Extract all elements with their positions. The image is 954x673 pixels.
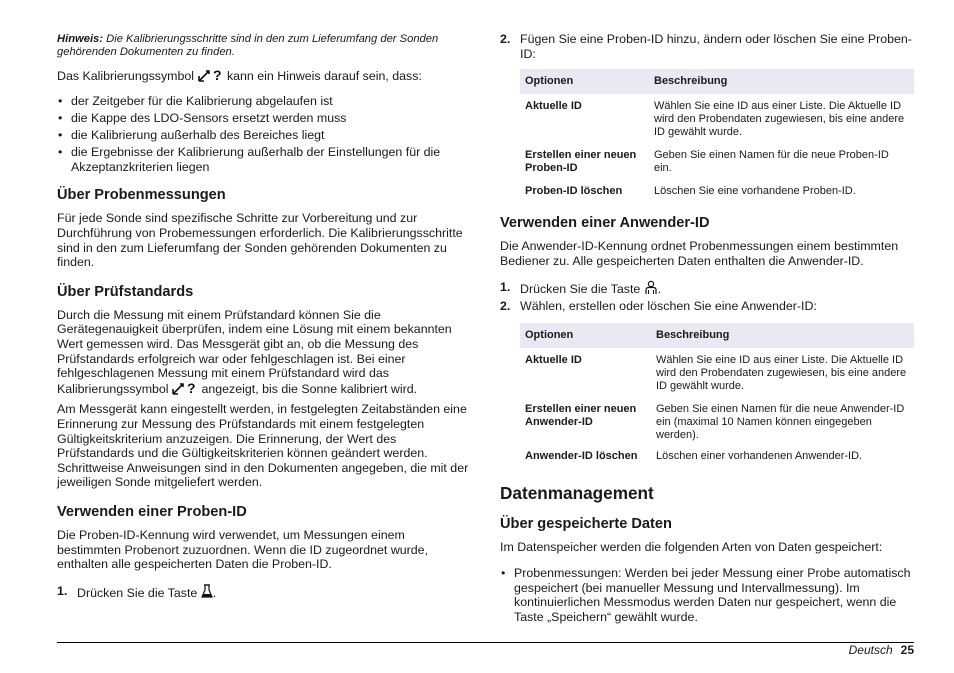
section-heading-check-standards: Über Prüfstandards bbox=[57, 283, 194, 300]
calibration-intro bbox=[57, 68, 469, 84]
sample-id-steps bbox=[57, 584, 469, 601]
list-item bbox=[500, 299, 914, 314]
stored-data-text: Im Datenspeicher werden die folgenden Arten von Daten gespeichert: bbox=[500, 539, 883, 554]
step-text: Fügen Sie eine Proben-ID hinzu, ändern oder löschen Sie eine Proben-ID: bbox=[520, 32, 912, 61]
table-cell-option: Aktuelle ID bbox=[525, 100, 582, 113]
check-standards-text-after: angezeigt, bis die Sonne kalibriert wird. bbox=[201, 381, 418, 396]
calibration-icon bbox=[172, 381, 198, 395]
calibration-intro-text: Das Kalibrierungssymbol bbox=[57, 69, 195, 84]
footer-divider bbox=[57, 642, 914, 643]
list-item bbox=[57, 584, 469, 601]
footer-language: Deutsch bbox=[848, 643, 893, 657]
check-standards-text-part: Durch die Messung mit einem Prüfstandard können Sie die Gerätegenauigkeit überprüfen, indem eine Lösung mit einem bekannten Wert gemessen wird. Das Messgerät gibt an, ob die Messung des Prüfstandards erfolgreich war oder fehlgeschlagen ist. Bei einer fehlgeschlagenen Messung mit einem Prüfstandard wird das Kalibrierungssymbol bbox=[57, 307, 452, 396]
table-row bbox=[520, 94, 914, 139]
step-end: . bbox=[657, 282, 662, 297]
section-heading-sample-id: Verwenden einer Proben-ID bbox=[57, 503, 247, 520]
step-number: 1. bbox=[500, 280, 511, 295]
right-column bbox=[500, 32, 914, 625]
section-heading-stored-data: Über gespeicherte Daten bbox=[500, 515, 672, 532]
step-number: 2. bbox=[500, 298, 511, 313]
table-cell-description: Wählen Sie eine ID aus einer Liste. Die Aktuelle ID wird den Probendaten zugewiesen, bis eine andere ID gewählt wurde. bbox=[656, 353, 907, 392]
table-row bbox=[520, 175, 914, 198]
step-text: Drücken Sie die Taste bbox=[520, 282, 641, 297]
list-item: • der Zeitgeber für die Kalibrierung abgelaufen ist bbox=[57, 94, 469, 109]
step-text: Drücken Sie die Taste bbox=[77, 585, 198, 600]
list-item bbox=[500, 280, 914, 297]
table-header: Optionen bbox=[520, 323, 651, 348]
table-cell-option: Aktuelle ID bbox=[525, 353, 582, 366]
step-text: Wählen, erstellen oder löschen Sie eine Anwender-ID: bbox=[520, 298, 817, 313]
list-item: • die Kalibrierung außerhalb des Bereiches liegt bbox=[57, 128, 469, 143]
left-column bbox=[57, 32, 469, 600]
list-item: • die Ergebnisse der Kalibrierung außerhalb der Einstellungen für die Akzeptanzkriterien liegen bbox=[57, 145, 469, 174]
table-header-row bbox=[520, 323, 914, 348]
check-standards-text bbox=[57, 308, 469, 397]
note-text: Die Kalibrierungsschritte sind in den zum Lieferumfang der Sonden gehörenden Dokumenten zu finden. bbox=[57, 33, 439, 59]
stored-data-bullet-list bbox=[500, 566, 914, 624]
table-header-row bbox=[520, 69, 914, 94]
sample-id-key-icon bbox=[201, 584, 213, 599]
table-cell-description: Geben Sie einen Namen für die neue Anwender-ID ein (maximal 10 Namen können eingegeben werden). bbox=[656, 402, 905, 441]
section-heading-operator-id: Verwenden einer Anwender-ID bbox=[500, 215, 710, 232]
sample-id-text: Die Proben-ID-Kennung wird verwendet, um Messungen einem bestimmten Probenort zuzuordnen. Wenn die ID zugeordnet wurde, enthalten alle gespeicherten Daten die Proben-ID. bbox=[57, 527, 429, 572]
table-cell-description: Wählen Sie eine ID aus einer Liste. Die Aktuelle ID wird den Probendaten zugewiesen, bis eine andere ID gewählt wurde. bbox=[654, 100, 905, 139]
calibration-bullet-list bbox=[57, 94, 469, 174]
sample-id-options-table bbox=[520, 69, 914, 198]
calibration-intro-after: kann ein Hinweis darauf sein, dass: bbox=[226, 69, 422, 84]
calibration-icon bbox=[198, 68, 224, 82]
table-header: Optionen bbox=[520, 69, 649, 94]
table-row bbox=[520, 442, 914, 463]
table-row bbox=[520, 348, 914, 393]
table-cell-option: Erstellen einer neuen Proben-ID bbox=[525, 149, 637, 175]
section-heading-data-management: Datenmanagement bbox=[500, 482, 654, 503]
section-heading-probe-measurements: Über Probenmessungen bbox=[57, 187, 226, 204]
probe-measurements-text: Für jede Sonde sind spezifische Schritte zur Vorbereitung und zur Durchführung von Probemessungen erforderlich. Die Kalibrierungsschritte sind in den zum Lieferumfang der Sonden gehörenden Dokumenten zu finden. bbox=[57, 211, 463, 270]
step-number: 1. bbox=[57, 583, 68, 598]
table-row bbox=[520, 393, 914, 442]
list-item: • Probenmessungen: Werden bei jeder Messung einer Probe automatisch gespeichert (bei manueller Messung und Intervallmessung). Im kontinuierlichen Messmodus werden Daten nur gespeichert, wenn die Taste „Speichern“ gewählt wurde. bbox=[500, 566, 914, 624]
svg-text:?: ? bbox=[187, 380, 196, 395]
operator-id-key-icon bbox=[644, 280, 658, 295]
sample-id-steps-continued bbox=[500, 32, 914, 61]
operator-id-options-table bbox=[520, 323, 914, 463]
table-header: Beschreibung bbox=[649, 69, 914, 94]
note bbox=[57, 33, 469, 59]
table-cell-description: Löschen einer vorhandenen Anwender-ID. bbox=[656, 449, 863, 462]
check-standards-reminder-text: Am Messgerät kann eingestellt werden, in festgelegten Zeitabständen eine Erinnerung zur Messung des Prüfstandards mit einem festgelegten Gültigkeitskriterium anzuzeigen. Die Erinnerung, der Wert des Prüfstandards und die Gültigkeitskriterien können geändert werden. Schrittweise Anweisungen sind in den Dokumenten angegeben, die mit der jeweiligen Sonde mitgeliefert werden. bbox=[57, 402, 469, 490]
step-number: 2. bbox=[500, 32, 511, 46]
table-cell-description: Geben Sie einen Namen für die neue Proben-ID ein. bbox=[654, 149, 889, 175]
note-label: Hinweis: bbox=[57, 33, 104, 45]
table-cell-option: Proben-ID löschen bbox=[525, 185, 623, 198]
table-row bbox=[520, 139, 914, 175]
table-header: Beschreibung bbox=[651, 323, 914, 348]
step-end: . bbox=[212, 585, 217, 600]
list-item: • die Kappe des LDO-Sensors ersetzt werden muss bbox=[57, 111, 469, 126]
table-cell-option: Anwender-ID löschen bbox=[525, 449, 638, 462]
table-cell-description: Löschen Sie eine vorhandene Proben-ID. bbox=[654, 185, 856, 198]
svg-text:?: ? bbox=[212, 68, 222, 83]
footer bbox=[849, 643, 914, 657]
list-item bbox=[500, 32, 914, 61]
table-cell-option: Erstellen einer neuen Anwender-ID bbox=[525, 402, 637, 428]
operator-id-text: Die Anwender-ID-Kennung ordnet Probenmessungen einem bestimmten Bediener zu. Alle gespeicherten Daten enthalten die Anwender-ID. bbox=[500, 239, 899, 268]
page-number: 25 bbox=[900, 643, 914, 657]
operator-id-steps bbox=[500, 280, 914, 313]
